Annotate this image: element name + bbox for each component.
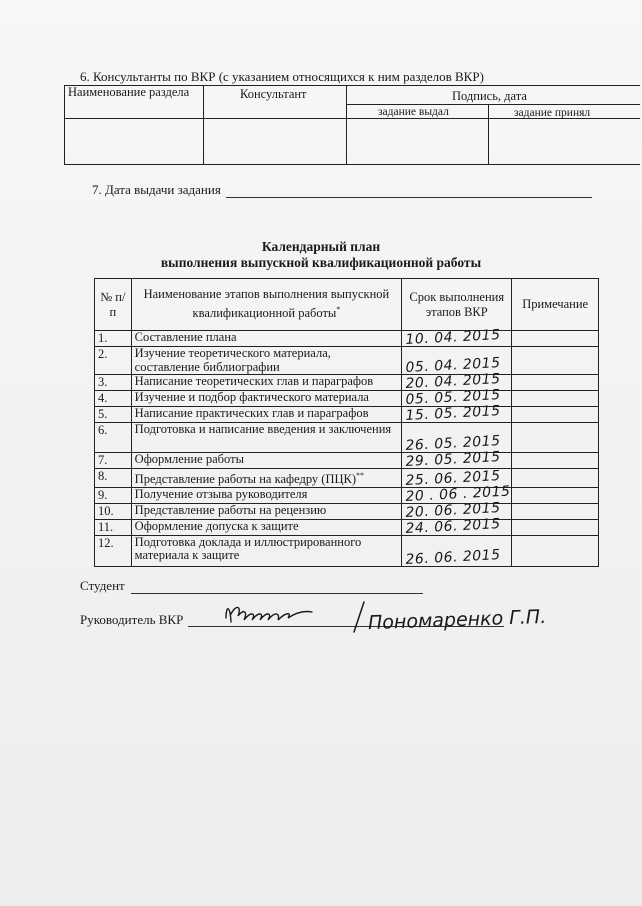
- plan-row-date: 29. 05. 2015: [405, 449, 502, 470]
- col-task-issued: задание выдал: [378, 106, 449, 118]
- plan-row-num: 2.: [95, 347, 132, 375]
- plan-row-num: 1.: [95, 331, 132, 347]
- plan-row-note: [512, 535, 599, 566]
- plan-row-stage: [131, 469, 401, 488]
- plan-row-date: 20 . 06 . 2015: [405, 483, 511, 505]
- plan-row-stage: [131, 453, 401, 469]
- plan-row-num: 5.: [95, 407, 132, 423]
- col-section-name: Наименование раздела: [68, 85, 190, 99]
- plan-row-note: [512, 503, 599, 519]
- plan-row: [95, 423, 599, 453]
- plan-row-note: [512, 375, 599, 391]
- plan-row-num: 10.: [95, 503, 132, 519]
- plan-row-stage: [131, 391, 401, 407]
- plan-row-stage: [131, 519, 401, 535]
- plan-row: [95, 391, 599, 407]
- plan-row: [95, 347, 599, 375]
- col-deadline: Срок выполнения этапов ВКР: [402, 279, 512, 331]
- issue-date-label: 7. Дата выдачи задания: [92, 182, 221, 197]
- plan-row-num: 3.: [95, 375, 132, 391]
- plan-row-num: 9.: [95, 487, 132, 503]
- plan-row-num: 6.: [95, 423, 132, 453]
- plan-row-stage-text: Написание теоретических глав и параграфов: [134, 374, 374, 388]
- plan-row-date-cell: [402, 327, 512, 348]
- plan-row-date-cell: [402, 535, 512, 566]
- plan-row-date: 24. 06. 2015: [405, 515, 502, 537]
- plan-row-stage-text: Изучение и подбор фактического материала: [134, 390, 369, 404]
- plan-row: [95, 519, 599, 535]
- section6-heading: 6. Консультанты по ВКР (с указанием относящихся к ним разделов ВКР): [80, 69, 484, 84]
- plan-row-date: 10. 04. 2015: [405, 327, 502, 348]
- plan-row-num: 12.: [95, 535, 132, 566]
- plan-row-stage-text: Подготовка и написание введения и заключения: [134, 422, 392, 436]
- calendar-plan-table: [94, 278, 599, 567]
- plan-row: [95, 487, 599, 503]
- plan-row-stage-text: Написание практических глав и параграфов: [134, 406, 369, 420]
- plan-row-num: 4.: [95, 391, 132, 407]
- plan-row-note: [512, 423, 599, 453]
- plan-row-note: [512, 331, 599, 347]
- col-signature-date: Подпись, дата: [452, 89, 527, 103]
- col-task-accepted: задание принял: [514, 107, 591, 119]
- plan-row-stage-text: Оформление работы: [134, 452, 244, 466]
- plan-row-stage: [131, 375, 401, 391]
- plan-row-note: [512, 453, 599, 469]
- plan-row-date: 26. 06. 2015: [405, 546, 502, 568]
- plan-row: [95, 503, 599, 519]
- plan-row-note: [512, 469, 599, 488]
- supervisor-signature: [222, 600, 332, 628]
- plan-row-date-cell: [402, 449, 512, 470]
- col-stage: [131, 279, 401, 331]
- plan-row-date-cell: [402, 515, 512, 537]
- plan-row-stage: [131, 407, 401, 423]
- signature-slash: [352, 600, 366, 634]
- plan-row-date: 05. 05. 2015: [405, 387, 502, 408]
- plan-row-note: [512, 519, 599, 535]
- plan-row: [95, 407, 599, 423]
- col-note: Примечание: [512, 279, 599, 331]
- consultants-table: [64, 85, 640, 165]
- plan-row: [95, 453, 599, 469]
- plan-row-date: 26. 05. 2015: [405, 433, 502, 454]
- issue-date-line: [226, 197, 592, 198]
- col-stage-mark: *: [336, 305, 341, 315]
- plan-title-line1: Календарный план: [261, 239, 381, 254]
- plan-row-num: 8.: [95, 469, 132, 488]
- col-num: № п/п: [95, 279, 132, 331]
- plan-row-date: 20. 04. 2015: [405, 371, 502, 392]
- plan-row-stage: [131, 487, 401, 503]
- plan-row-date-cell: [402, 403, 512, 424]
- plan-row-date-cell: [402, 423, 512, 453]
- plan-row-stage: [131, 535, 401, 566]
- plan-row: [95, 469, 599, 488]
- plan-row: [95, 331, 599, 347]
- plan-row-date: 05. 04. 2015: [405, 355, 502, 376]
- plan-row-note: [512, 347, 599, 375]
- plan-row-date: 15. 05. 2015: [405, 403, 502, 424]
- plan-row-stage: [131, 423, 401, 453]
- plan-title-line2: выполнения выпускной квалификационной работы: [160, 255, 482, 270]
- plan-row-stage-text: Представление работы на рецензию: [134, 502, 327, 517]
- student-signature-line: [131, 593, 423, 594]
- plan-row-stage-mark: **: [356, 471, 365, 480]
- plan-row: [95, 535, 599, 566]
- plan-row-num: 11.: [95, 519, 132, 535]
- plan-row-stage-text: Изучение теоретического материала, составление библиографии: [134, 346, 331, 374]
- col-consultant: Консультант: [240, 87, 307, 101]
- plan-row-stage: [131, 347, 401, 375]
- plan-row-date: 20. 06. 2015: [405, 499, 502, 521]
- col-stage-label: Наименование этапов выполнения выпускной квалификационной работы: [143, 287, 390, 321]
- plan-row-num: 7.: [95, 453, 132, 469]
- plan-row-stage-text: Составление плана: [134, 330, 237, 344]
- plan-row-stage: [131, 331, 401, 347]
- supervisor-label: Руководитель ВКР: [80, 612, 184, 627]
- plan-row-stage-text: Подготовка доклада и иллюстрированного материала к защите: [134, 534, 362, 563]
- student-label: Студент: [80, 578, 125, 593]
- supervisor-name: Пономаренко Г.П.: [367, 605, 547, 635]
- plan-row-note: [512, 407, 599, 423]
- calendar-plan-rows: [95, 327, 599, 568]
- plan-row-stage-text: Оформление допуска к защите: [134, 518, 299, 533]
- plan-row-stage-text: Представление работы на кафедру (ПЦК): [134, 472, 357, 487]
- plan-row-stage: [131, 503, 401, 519]
- plan-row-stage-text: Получение отзыва руководителя: [134, 486, 308, 501]
- plan-row: [95, 375, 599, 391]
- plan-row-note: [512, 391, 599, 407]
- plan-row-date: 25. 06. 2015: [405, 467, 502, 489]
- plan-row-note: [512, 487, 599, 503]
